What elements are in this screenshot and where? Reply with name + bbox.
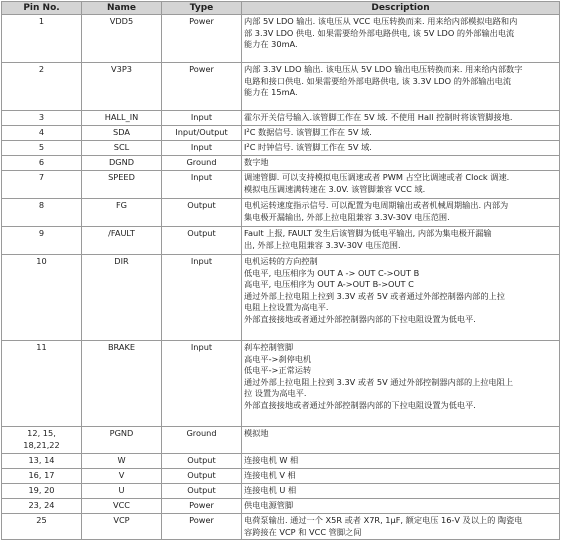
header-name: Name xyxy=(82,2,162,15)
description-line: 集电极开漏输出, 外部上拉电阻兼容 3.3V-30V 电压范围. xyxy=(244,211,450,222)
table-row xyxy=(2,454,560,469)
pin-description-cell xyxy=(242,141,560,156)
description-line: 连接电机 U 相 xyxy=(244,485,297,495)
pin-description-cell xyxy=(242,255,560,341)
pin-description-cell xyxy=(242,126,560,141)
pin-name-cell: DIR xyxy=(82,255,162,341)
description-line: 高电平, 电压相序为 OUT A->OUT B->OUT C xyxy=(244,279,414,290)
pin-type-cell: Input xyxy=(162,111,242,126)
description-line: I²C 时钟信号. 该管脚工作在 5V 域. xyxy=(244,142,372,152)
pin-number-cell: 13, 14 xyxy=(2,454,82,469)
pin-number-cell: 16, 17 xyxy=(2,469,82,484)
description-line: 外部直接接地或者通过外部控制器内部的下拉电阻设置为低电平. xyxy=(244,313,476,324)
description-line: 模拟电压调速满转速在 3.0V. 该管脚兼容 VCC 域. xyxy=(244,183,426,194)
pin-name-cell: /FAULT xyxy=(82,227,162,255)
pin-type-cell: Input/Output xyxy=(162,126,242,141)
pin-type-cell: Power xyxy=(162,514,242,540)
pin-description-cell xyxy=(242,469,560,484)
pin-name-cell: HALL_IN xyxy=(82,111,162,126)
description-line: 能力在 15mA. xyxy=(244,87,298,98)
pin-number-cell: 1 xyxy=(2,15,82,63)
pin-name-cell: VCP xyxy=(82,514,162,540)
pin-number-cell: 10 xyxy=(2,255,82,341)
pin-type-cell: Power xyxy=(162,15,242,63)
description-line: I²C 数据信号. 该管脚工作在 5V 域. xyxy=(244,127,372,137)
table-row xyxy=(2,484,560,499)
pin-name-cell: SDA xyxy=(82,126,162,141)
table-row xyxy=(2,499,560,514)
description-line: 外部直接接地或者通过外部控制器内部的下拉电阻设置为低电平. xyxy=(244,399,476,410)
pin-description-cell xyxy=(242,484,560,499)
pin-type-cell: Input xyxy=(162,141,242,156)
pin-number-cell: 6 xyxy=(2,156,82,171)
pin-number-cell: 12, 15, 18,21,22 xyxy=(2,427,82,454)
description-line: 低电平, 电压相序为 OUT A -> OUT C->OUT B xyxy=(244,267,420,278)
pin-description-cell xyxy=(242,171,560,199)
description-line: 能力在 30mA. xyxy=(244,39,298,50)
description-line: 连接电机 W 相 xyxy=(244,455,299,465)
pin-type-cell: Input xyxy=(162,255,242,341)
description-line: 霍尔开关信号输入.该管脚工作在 5V 域. 不使用 Hall 控制时将该管脚接地. xyxy=(244,112,513,122)
description-line: 拉 设置为高电平. xyxy=(244,388,307,399)
description-line: 内部 3.3V LDO 输出. 该电压从 5V LDO 输出电压转换而来. 用来给内部数字 xyxy=(244,64,523,74)
pin-number-cell: 19, 20 xyxy=(2,484,82,499)
description-line: 电阻上拉设置为高电平. xyxy=(244,302,329,313)
pin-type-cell: Power xyxy=(162,499,242,514)
pin-name-cell: SCL xyxy=(82,141,162,156)
table-body xyxy=(2,15,560,540)
pin-description-cell xyxy=(242,514,560,540)
pin-description-cell xyxy=(242,227,560,255)
pin-name-cell: BRAKE xyxy=(82,341,162,427)
description-line: 部 3.3V LDO 供电. 如果需要给外部电路供电, 该 5V LDO 的外部输出电流 xyxy=(244,27,515,38)
table-row xyxy=(2,227,560,255)
pin-description-table xyxy=(1,1,560,540)
description-line: Fault 上报, FAULT 发生后该管脚为低电平输出, 内部为集电极开漏输 xyxy=(244,228,492,238)
description-line: 电机运转速度指示信号. 可以配置为电周期输出或者机械周期输出. 内部为 xyxy=(244,200,509,210)
pin-description-cell xyxy=(242,15,560,63)
description-line: 模拟地 xyxy=(244,428,269,438)
description-line: 低电平->正常运转 xyxy=(244,365,312,376)
description-line: 通过外部上拉电阻上拉到 3.3V 或者 5V 通过外部控制器内部的上拉电阻上 xyxy=(244,376,514,387)
pin-type-cell: Output xyxy=(162,227,242,255)
pin-name-cell: U xyxy=(82,484,162,499)
pin-type-cell: Ground xyxy=(162,427,242,454)
pin-description-cell xyxy=(242,63,560,111)
pin-name-cell: V xyxy=(82,469,162,484)
pin-number-cell: 25 xyxy=(2,514,82,540)
pin-name-cell: DGND xyxy=(82,156,162,171)
pin-name-cell: VCC xyxy=(82,499,162,514)
pin-description-cell xyxy=(242,454,560,469)
description-line: 连接电机 V 相 xyxy=(244,470,296,480)
pin-name-cell: VDD5 xyxy=(82,15,162,63)
table-row xyxy=(2,111,560,126)
pin-name-cell: FG xyxy=(82,199,162,227)
description-line: 电机运转的方向控制 xyxy=(244,256,318,266)
description-line: 电路和接口供电. 如果需要给外部电路供电, 该 3.3V LDO 的外部输出电流 xyxy=(244,75,512,86)
description-line: 高电平->刹停电机 xyxy=(244,353,312,364)
pin-type-cell: Output xyxy=(162,199,242,227)
description-line: 刹车控制管脚 xyxy=(244,342,294,352)
pin-description-cell xyxy=(242,156,560,171)
pin-type-cell: Ground xyxy=(162,156,242,171)
pin-type-cell: Output xyxy=(162,469,242,484)
header-description: Description xyxy=(242,2,560,15)
pin-type-cell: Output xyxy=(162,454,242,469)
table-row xyxy=(2,199,560,227)
pin-number-cell: 5 xyxy=(2,141,82,156)
table-row xyxy=(2,255,560,341)
pin-name-cell: PGND xyxy=(82,427,162,454)
table-row xyxy=(2,427,560,454)
table-row xyxy=(2,63,560,111)
pin-description-cell xyxy=(242,199,560,227)
pin-name-cell: V3P3 xyxy=(82,63,162,111)
table-row xyxy=(2,156,560,171)
pin-description-cell xyxy=(242,499,560,514)
pin-name-cell: W xyxy=(82,454,162,469)
pin-number-cell: 9 xyxy=(2,227,82,255)
table-row xyxy=(2,469,560,484)
description-line: 内部 5V LDO 输出. 该电压从 VCC 电压转换而来. 用来给内部模拟电路和内 xyxy=(244,16,518,26)
pin-number-cell: 11 xyxy=(2,341,82,427)
description-line: 供电电源管脚 xyxy=(244,500,294,510)
pin-type-cell: Power xyxy=(162,63,242,111)
header-pin-no: Pin No. xyxy=(2,2,82,15)
pin-description-cell xyxy=(242,341,560,427)
description-line: 调速管脚. 可以支持模拟电压调速或者 PWM 占空比调速或者 Clock 调速. xyxy=(244,172,510,182)
table-row xyxy=(2,141,560,156)
pin-number-cell: 3 xyxy=(2,111,82,126)
description-line: 容跨接在 VCP 和 VCC 管脚之间 xyxy=(244,526,362,537)
pin-description-cell xyxy=(242,111,560,126)
pin-type-cell: Input xyxy=(162,171,242,199)
pin-number-cell: 4 xyxy=(2,126,82,141)
pin-number-cell: 23, 24 xyxy=(2,499,82,514)
table-row xyxy=(2,171,560,199)
table-row xyxy=(2,514,560,540)
pin-description-cell xyxy=(242,427,560,454)
description-line: 电荷泵输出. 通过一个 X5R 或者 X7R, 1μF, 额定电压 16-V 及以上的 陶瓷电 xyxy=(244,515,523,525)
table-row xyxy=(2,15,560,63)
table-row xyxy=(2,126,560,141)
pin-name-cell: SPEED xyxy=(82,171,162,199)
description-line: 通过外部上拉电阻上拉到 3.3V 或者 5V 或者通过外部控制器内部的上拉 xyxy=(244,290,505,301)
pin-type-cell: Output xyxy=(162,484,242,499)
pin-type-cell: Input xyxy=(162,341,242,427)
pin-number-cell: 8 xyxy=(2,199,82,227)
pin-number-cell: 2 xyxy=(2,63,82,111)
table-row xyxy=(2,341,560,427)
pin-number-cell: 7 xyxy=(2,171,82,199)
description-line: 数字地 xyxy=(244,157,269,167)
table-header-row xyxy=(2,2,560,15)
header-type: Type xyxy=(162,2,242,15)
description-line: 出, 外部上拉电阻兼容 3.3V-30V 电压范围. xyxy=(244,239,401,250)
